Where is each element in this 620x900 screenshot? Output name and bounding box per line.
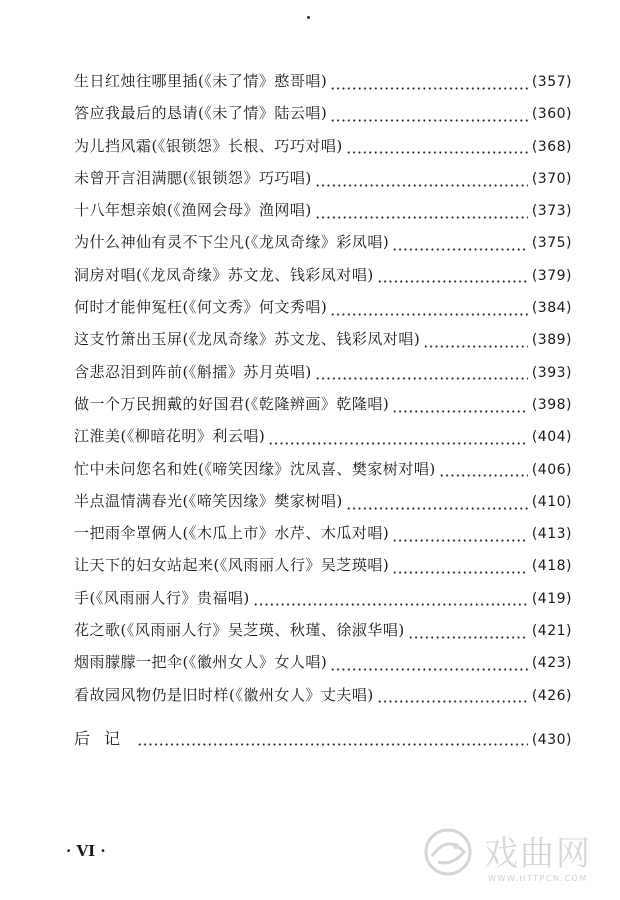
toc-entry-title: 生日红烛往哪里插(《未了情》憨哥唱) bbox=[74, 72, 328, 90]
toc-entry[interactable] bbox=[74, 393, 572, 425]
toc-entry[interactable] bbox=[74, 458, 572, 490]
toc-entry-page: (426) bbox=[531, 687, 572, 704]
toc-entry-page: (393) bbox=[531, 364, 572, 381]
leader-dots bbox=[315, 184, 528, 187]
leader-dots bbox=[330, 668, 528, 671]
toc-entry-title: 为儿挡风霜(《银锁怨》长根、巧巧对唱) bbox=[74, 136, 343, 155]
toc-entry-page: (404) bbox=[531, 429, 572, 446]
toc-entry[interactable] bbox=[74, 135, 572, 167]
leader-dots bbox=[392, 248, 528, 251]
watermark-logo-icon bbox=[418, 822, 478, 882]
leader-dots bbox=[392, 571, 528, 574]
toc-entry-title: 一把雨伞罩俩人(《木瓜上市》水芹、木瓜对唱) bbox=[74, 524, 390, 543]
toc-entry-page: (410) bbox=[531, 493, 572, 510]
leader-dots bbox=[330, 119, 528, 122]
toc-entry[interactable] bbox=[74, 70, 572, 102]
toc-entry[interactable] bbox=[74, 167, 572, 199]
toc-entry-title: 花之歌(《风雨丽人行》吴芝瑛、秋瑾、徐淑华唱) bbox=[74, 621, 405, 640]
leader-dots bbox=[137, 743, 528, 746]
leader-dots bbox=[392, 410, 528, 413]
toc-entry-title: 做一个万民拥戴的好国君(《乾隆辨画》乾隆唱) bbox=[74, 394, 390, 413]
toc-entry-page: (368) bbox=[531, 138, 572, 155]
toc-entry[interactable] bbox=[74, 684, 572, 716]
toc-entry-page: (421) bbox=[531, 623, 572, 640]
toc-entry[interactable] bbox=[74, 587, 572, 619]
toc-entry-title: 这支竹箫出玉屏(《龙凤奇缘》苏文龙、钱彩凤对唱) bbox=[74, 330, 421, 349]
toc-entry-title: 答应我最后的恳请(《未了情》陆云唱) bbox=[74, 104, 328, 123]
watermark bbox=[418, 822, 608, 892]
toc-entry-page: (419) bbox=[531, 590, 572, 607]
toc-entry-title: 手(《风雨丽人行》贵福唱) bbox=[74, 588, 250, 607]
toc-entry-page: (398) bbox=[531, 396, 572, 413]
page-number: · VI · bbox=[66, 842, 106, 860]
postscript-page: (430) bbox=[531, 732, 572, 748]
toc-entry[interactable] bbox=[74, 522, 572, 554]
table-of-contents bbox=[74, 70, 572, 716]
watermark-url: WWW.HTTPCN.COM bbox=[488, 874, 588, 883]
toc-entry-title: 烟雨朦朦一把伞(《徽州女人》女人唱) bbox=[74, 653, 328, 672]
leader-dots bbox=[439, 474, 528, 477]
toc-entry-page: (370) bbox=[531, 170, 572, 187]
toc-entry-page: (360) bbox=[531, 106, 572, 123]
leader-dots bbox=[330, 87, 528, 90]
toc-entry-title: 半点温情满春光(《啼笑因缘》樊家树唱) bbox=[74, 491, 343, 510]
toc-entry[interactable] bbox=[74, 231, 572, 263]
toc-entry[interactable] bbox=[74, 264, 572, 296]
postscript-title: 后记 bbox=[74, 729, 135, 748]
toc-entry-title: 为什么神仙有灵不下尘凡(《龙凤奇缘》彩凤唱) bbox=[74, 233, 390, 252]
toc-entry-page: (384) bbox=[531, 300, 572, 317]
leader-dots bbox=[315, 377, 528, 380]
toc-entry[interactable] bbox=[74, 328, 572, 360]
toc-entry[interactable] bbox=[74, 554, 572, 586]
toc-entry-title: 十八年想亲娘(《渔网会母》渔网唱) bbox=[74, 201, 312, 220]
toc-entry[interactable] bbox=[74, 361, 572, 393]
leader-dots bbox=[253, 603, 528, 606]
toc-entry[interactable] bbox=[74, 296, 572, 328]
toc-entry-page: (413) bbox=[531, 526, 572, 543]
toc-entry-title: 含悲忍泪到阵前(《斛擂》苏月英唱) bbox=[74, 362, 312, 381]
toc-entry-page: (357) bbox=[531, 74, 572, 90]
toc-entry-title: 看故园风物仍是旧时样(《徽州女人》丈夫唱) bbox=[74, 685, 374, 704]
toc-entry[interactable] bbox=[74, 619, 572, 651]
toc-entry-title: 未曾开言泪满腮(《银锁怨》巧巧唱) bbox=[74, 168, 312, 187]
leader-dots bbox=[377, 700, 528, 703]
leader-dots bbox=[346, 151, 528, 154]
leader-dots bbox=[268, 442, 528, 445]
toc-entry-page: (373) bbox=[531, 203, 572, 220]
postscript-entry[interactable] bbox=[74, 726, 572, 758]
leader-dots bbox=[392, 539, 528, 542]
toc-entry-title: 何时才能伸冤枉(《何文秀》何文秀唱) bbox=[74, 298, 328, 317]
toc-entry-page: (375) bbox=[531, 235, 572, 252]
toc-entry-page: (389) bbox=[531, 332, 572, 349]
leader-dots bbox=[315, 216, 528, 219]
toc-entry-page: (406) bbox=[531, 461, 572, 478]
toc-entry[interactable] bbox=[74, 490, 572, 522]
toc-entry-title: 洞房对唱(《龙凤奇缘》苏文龙、钱彩凤对唱) bbox=[74, 265, 374, 284]
toc-entry-title: 江淮美(《柳暗花明》利云唱) bbox=[74, 427, 266, 446]
toc-entry-page: (423) bbox=[531, 655, 572, 672]
toc-entry-page: (418) bbox=[531, 558, 572, 575]
watermark-text: 戏曲网 bbox=[484, 834, 592, 874]
leader-dots bbox=[330, 313, 528, 316]
toc-entry[interactable] bbox=[74, 102, 572, 134]
toc-entry-page: (379) bbox=[531, 267, 572, 284]
toc-entry-title: 忙中未问您名和姓(《啼笑因缘》沈凤喜、樊家树对唱) bbox=[74, 459, 436, 478]
toc-entry-title: 让天下的妇女站起来(《风雨丽人行》吴芝瑛唱) bbox=[74, 556, 390, 575]
leader-dots bbox=[423, 345, 528, 348]
toc-entry[interactable] bbox=[74, 425, 572, 457]
leader-dots bbox=[346, 507, 528, 510]
toc-entry[interactable] bbox=[74, 651, 572, 683]
printer-mark bbox=[307, 16, 310, 19]
leader-dots bbox=[377, 280, 528, 283]
leader-dots bbox=[408, 636, 528, 639]
toc-entry[interactable] bbox=[74, 199, 572, 231]
